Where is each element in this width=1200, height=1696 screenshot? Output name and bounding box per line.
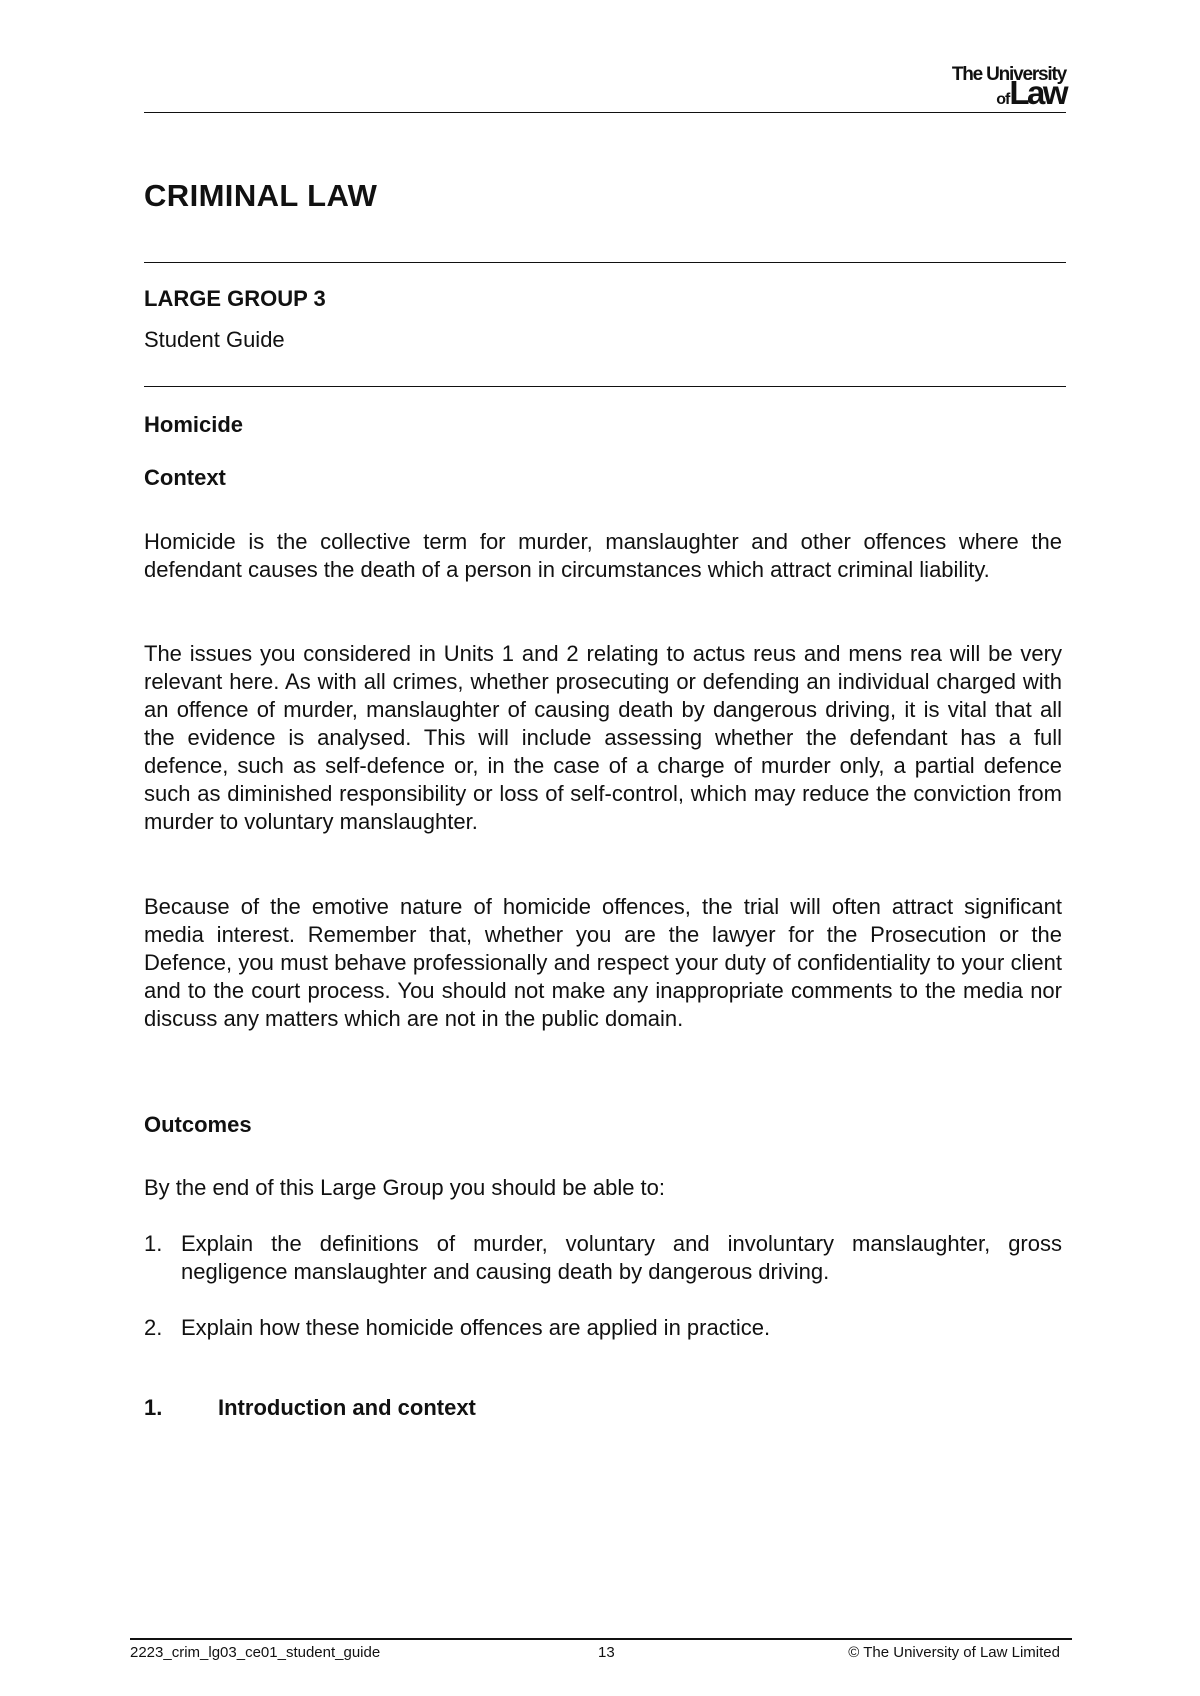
context-heading: Context [144, 465, 226, 490]
footer-divider [130, 1638, 1072, 1640]
group-title: LARGE GROUP 3 [144, 286, 326, 311]
section-title: Introduction and context [218, 1395, 476, 1420]
logo-text-law: Law [1009, 74, 1066, 111]
footer-copyright: © The University of Law Limited [848, 1644, 1060, 1661]
section-number: 1. [144, 1395, 163, 1420]
context-paragraph-2: The issues you considered in Units 1 and 2 relating to actus reus and mens rea will be very relevant here. As with all crimes, whether prosecuting or defending an individual charged with an offence of murder, manslaughter of causing death by dangerous driving, it is vital that all the evidence is analysed. This will include assessing whether the defendant has a full defence, such as self-defence or, in the case of a charge of murder only, a partial defence such as diminished responsibility or loss of self-control, which may reduce the conviction from murder to voluntary manslaughter. [144, 641, 1062, 834]
footer-document-code: 2223_crim_lg03_ce01_student_guide [130, 1644, 381, 1661]
outcomes-intro: By the end of this Large Group you should be able to: [144, 1175, 666, 1200]
title-divider [144, 262, 1066, 263]
subtitle-divider [144, 386, 1066, 387]
topic-heading: Homicide [144, 412, 244, 437]
section-heading [144, 1395, 476, 1421]
header-divider [144, 112, 1066, 113]
outcome-item [144, 1230, 1062, 1286]
outcome-number: 2. [144, 1315, 163, 1340]
outcome-number: 1. [144, 1231, 163, 1256]
outcomes-heading: Outcomes [144, 1112, 252, 1137]
document-title: CRIMINAL LAW [144, 178, 378, 213]
context-paragraph-1: Homicide is the collective term for murder, manslaughter and other offences where the defendant causes the death of a person in circumstances which attract criminal liability. [144, 529, 1062, 582]
outcome-text: Explain the definitions of murder, voluntary and involuntary manslaughter, gross negligence manslaughter and causing death by dangerous driving. [181, 1231, 1062, 1284]
logo-text-university: The University [951, 64, 1066, 85]
context-paragraph-3: Because of the emotive nature of homicide offences, the trial will often attract significant media interest. Remember that, whether you are the lawyer for the Prosecution or the Defence, you must behave professionally and respect your duty of confidentiality to your client and to the court process. You should not make any inappropriate comments to the media nor discuss any matters which are not in the public domain. [144, 894, 1062, 1031]
outcome-text: Explain how these homicide offences are applied in practice. [181, 1315, 771, 1340]
outcome-item [144, 1314, 1062, 1342]
university-logo [952, 66, 1066, 113]
document-subtitle: Student Guide [144, 327, 285, 352]
logo-text-of: of [996, 91, 1010, 108]
footer-page-number: 13 [598, 1644, 615, 1661]
